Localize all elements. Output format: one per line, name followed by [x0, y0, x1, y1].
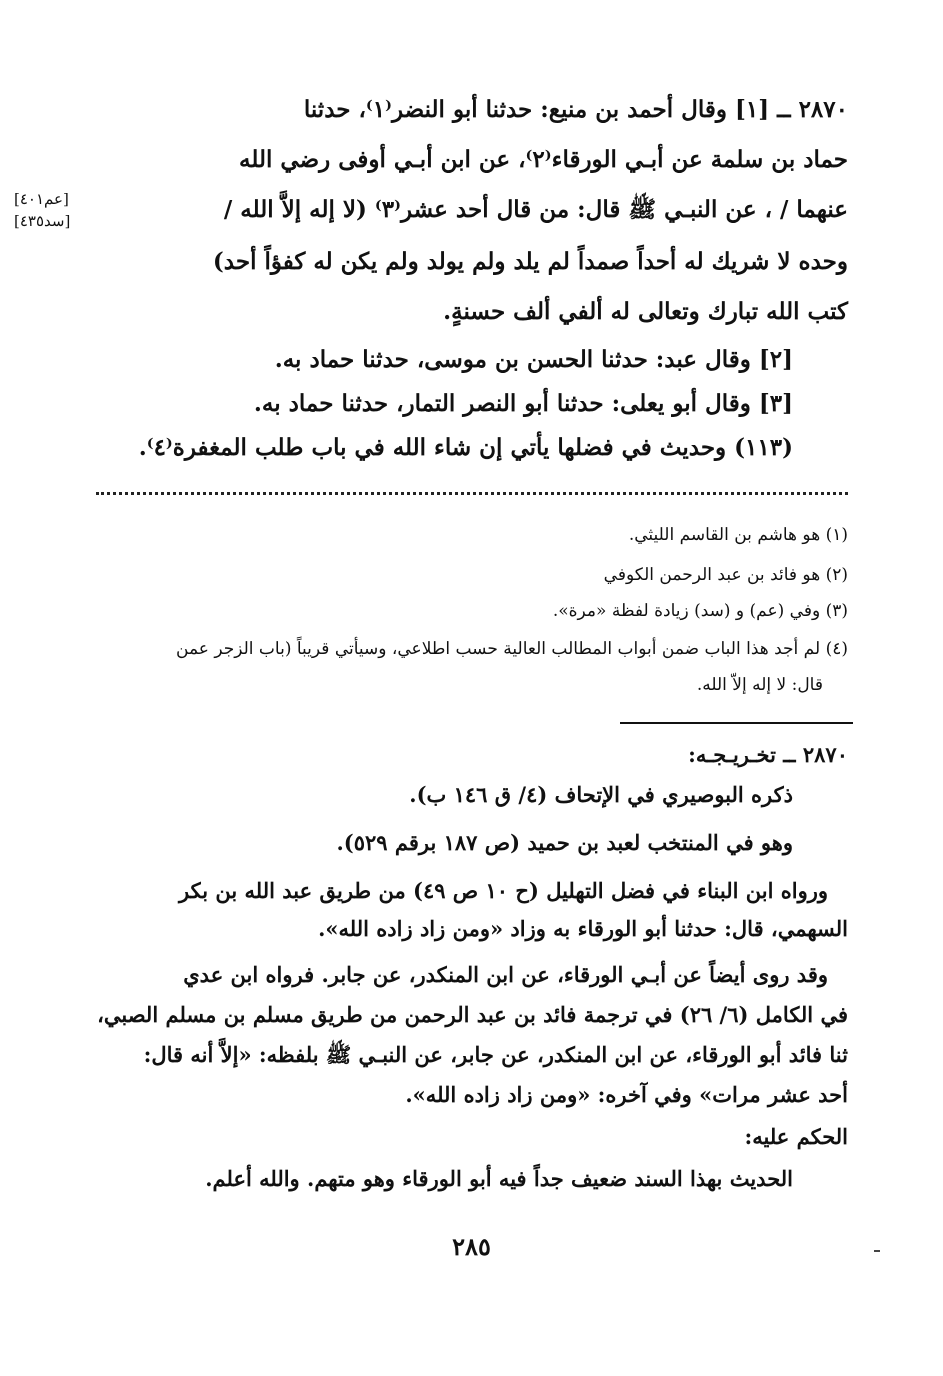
margin-notes: [14, 188, 94, 232]
footnote-4: (٤) لم أجد هذا الباب ضمن أبواب المطالب العالية حسب اطلاعي، وسيأتي قريباً (باب الزجر عمن: [176, 639, 848, 659]
takhrij-line-2: وهو في المنتخب لعبد بن حميد (ص ١٨٧ برقم ٥٢٩).: [336, 830, 793, 855]
footnote-separator: [96, 492, 848, 497]
footnote-1: (١) هو هاشم بن القاسم الليثي.: [628, 525, 848, 545]
narration-2: [٢] وقال عبد: حدثنا الحسن بن موسى، حدثنا حماد به.: [274, 346, 793, 373]
takhrij-line-1: ذكره البوصيري في الإتحاف (٤/ ق ١٤٦ ب).: [409, 782, 793, 807]
footnote-4-cont: قال: لا إله إلاّ الله.: [696, 675, 823, 695]
footnote-2: (٢) هو فائد بن عبد الرحمن الكوفي: [603, 565, 848, 585]
takhrij-para1-line-1: ورواه ابن البناء في فضل التهليل (ح ١٠ ص ٤٩) من طريق عبد الله بن بكر: [179, 878, 828, 903]
ruling-heading: الحكم عليه:: [744, 1124, 848, 1149]
hadith-line-1: ٢٨٧٠ ــ [١] وقال أحمد بن منيع: حدثنا أبو النضر⁽١⁾، حدثنا: [303, 96, 848, 123]
section-rule: [620, 722, 853, 724]
narration-3: [٣] وقال أبو يعلى: حدثنا أبو النصر التمار، حدثنا حماد به.: [253, 390, 793, 417]
footnote-3: (٣) وفي (عم) و (سد) زيادة لفظة «مرة».: [552, 601, 848, 621]
takhrij-para2-line-4: أحد عشر مرات» وفي آخره: «ومن زاد زاده الله».: [405, 1082, 848, 1107]
hadith-line-3: عنهما / ، عن النبـي ﷺ قال: من قال أحد عشر⁽٣⁾ (لا إله إلاَّ الله /: [223, 196, 848, 223]
scan-speck: [874, 1250, 880, 1252]
takhrij-para2-line-3: ثنا فائد أبو الورقاء، عن ابن المنكدر، عن جابر، عن النبـي ﷺ بلفظه: «إلاَّ أنه قال:: [143, 1042, 848, 1067]
margin-note-sad: [سد٤٣٥]: [14, 212, 71, 230]
takhrij-para2-line-2: في الكامل (٦/ ٢٦) في ترجمة فائد بن عبد الرحمن من طريق مسلم بن مسلم الصبي،: [97, 1002, 848, 1027]
takhrij-para1-line-2: السهمي، قال: حدثنا أبو الورقاء به وزاد «ومن زاد زاده الله».: [318, 916, 848, 941]
hadith-line-4: وحده لا شريك له أحداً صمداً لم يلد ولم يولد ولم يكن له كفؤاً أحد): [212, 248, 848, 275]
margin-note-am: [عم٤٠١]: [14, 190, 69, 208]
hadith-line-5: كتب الله تبارك وتعالى له ألفي ألف حسنةٍ.: [443, 298, 848, 325]
takhrij-title: ٢٨٧٠ ــ تخـريـجـه:: [688, 742, 848, 767]
page-number: ٢٨٥: [452, 1232, 491, 1261]
ruling-text: الحديث بهذا السند ضعيف جداً فيه أبو الورقاء وهو متهم. والله أعلم.: [205, 1166, 793, 1191]
hadith-line-2: حماد بن سلمة عن أبـي الورقاء⁽٢⁾، عن ابن أبـي أوفى رضي الله: [239, 146, 848, 173]
narration-113: (١١٣) وحديث في فضلها يأتي إن شاء الله في باب طلب المغفرة⁽٤⁾.: [138, 434, 793, 461]
takhrij-para2-line-1: وقد روى أيضاً عن أبـي الورقاء، عن ابن المنكدر، عن جابر. فرواه ابن عدي: [183, 962, 828, 987]
